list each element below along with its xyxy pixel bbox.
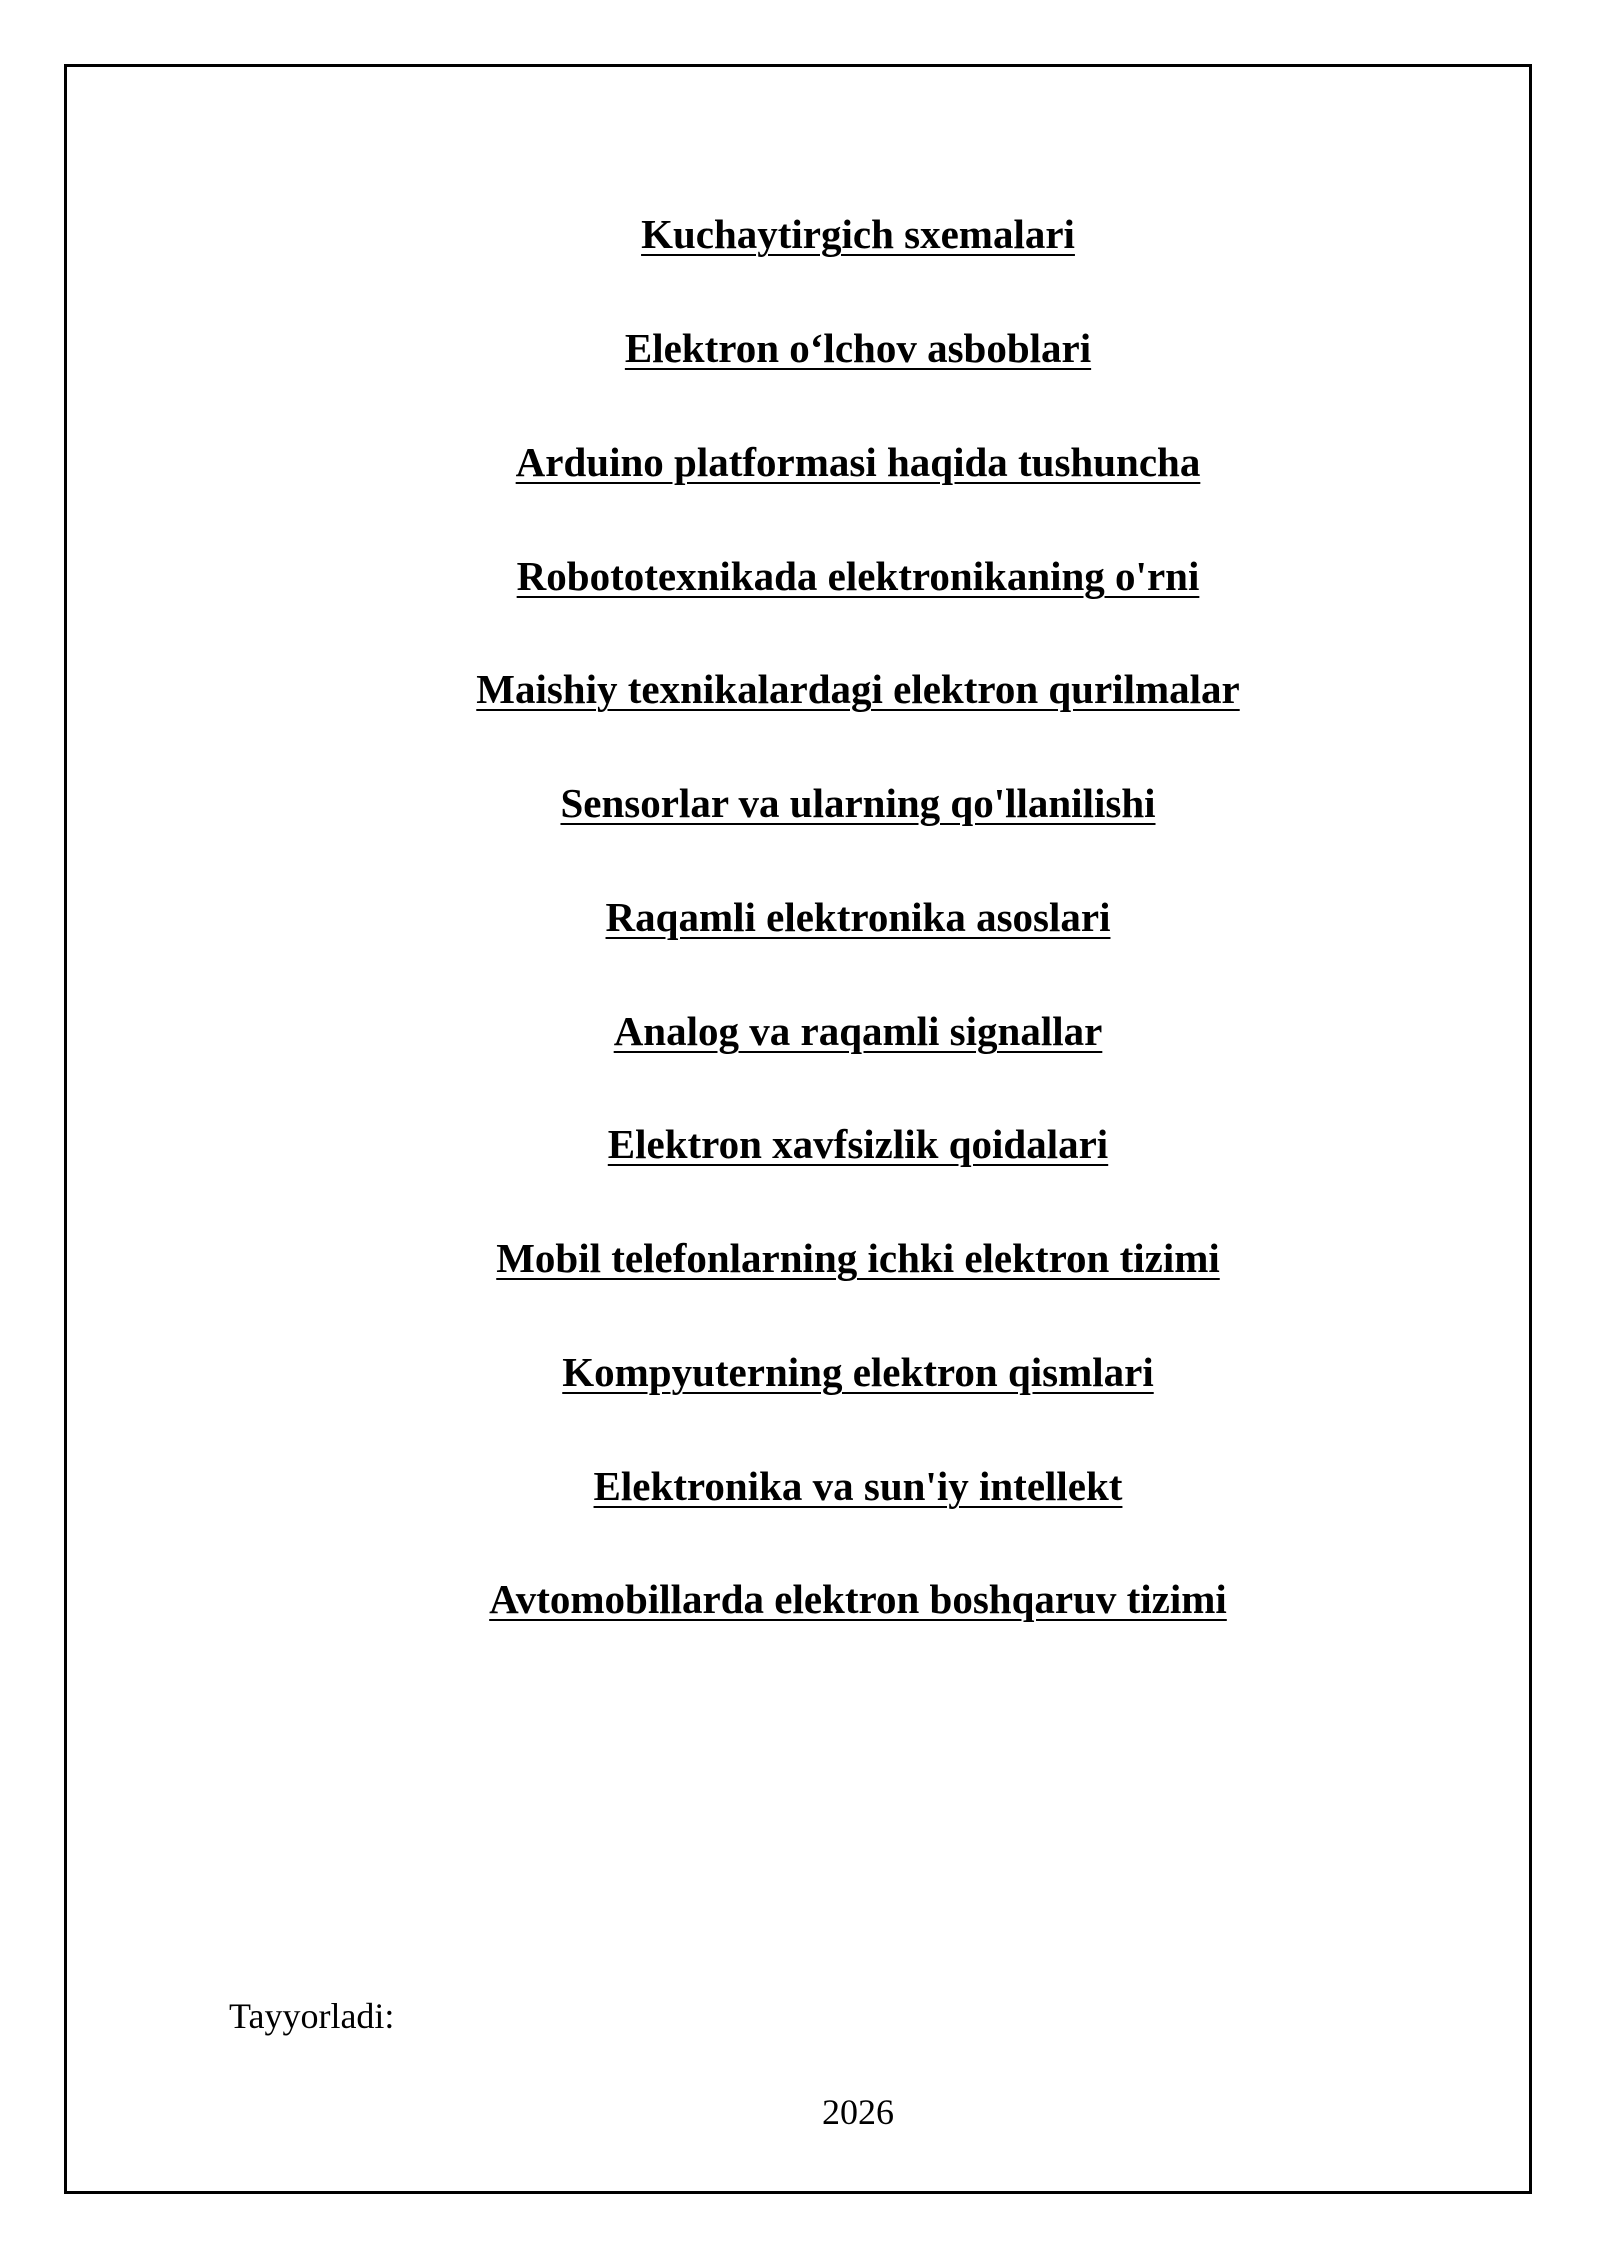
topic-link[interactable]: Arduino platformasi haqida tushuncha bbox=[515, 439, 1201, 485]
topic-link[interactable]: Sensorlar va ularning qo'llanilishi bbox=[560, 780, 1156, 826]
topic-link[interactable]: Maishiy texnikalardagi elektron qurilmalar bbox=[476, 666, 1240, 712]
topic-link[interactable]: Kompyuterning elektron qismlari bbox=[562, 1349, 1154, 1395]
topic-link[interactable]: Elektron xavfsizlik qoidalari bbox=[607, 1121, 1109, 1167]
topic-link[interactable]: Analog va raqamli signallar bbox=[613, 1008, 1103, 1054]
topic-link[interactable]: Elektronika va sun'iy intellekt bbox=[593, 1463, 1123, 1509]
topic-link[interactable]: Kuchaytirgich sxemalari bbox=[641, 211, 1075, 257]
year-label: 2026 bbox=[822, 2092, 894, 2132]
topic-link[interactable]: Avtomobillarda elektron boshqaruv tizimi bbox=[489, 1576, 1227, 1622]
topic-link[interactable]: Mobil telefonlarning ichki elektron tizimi bbox=[496, 1235, 1220, 1281]
topic-link[interactable]: Elektron o‘lchov asboblari bbox=[624, 325, 1092, 371]
topic-link[interactable]: Raqamli elektronika asoslari bbox=[605, 894, 1111, 940]
prepared-by-label: Tayyorladi: bbox=[229, 1996, 395, 2036]
topic-link[interactable]: Robototexnikada elektronikaning o'rni bbox=[516, 553, 1200, 599]
